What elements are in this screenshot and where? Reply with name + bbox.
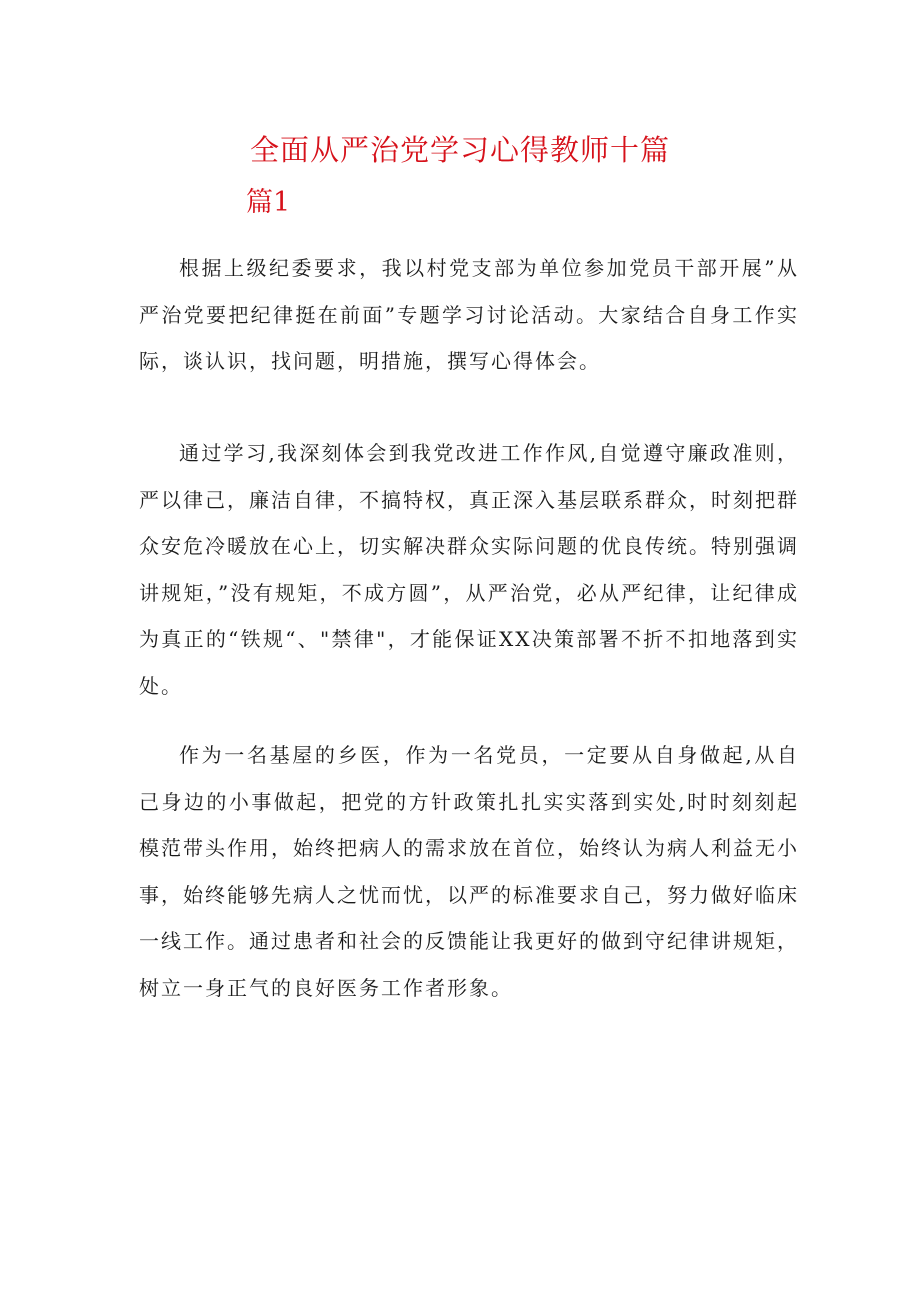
document-title: 全面从严治党学习心得教师十篇 bbox=[249, 133, 670, 167]
section-heading: 篇1 bbox=[246, 187, 291, 218]
paragraph-3: 作为一名基屋的乡医，作为一名党员，一定要从自身做起,从自己身边的小事做起，把党的方针政策扎扎实实落到实处,时时刻刻起模范带头作用，始终把病人的需求放在首位，始终认为病人利益无小事，始终能够先病人之忧而忧，以严的标准要求自己，努力做好临床一线工作。通过患者和社会的反馈能让我更好的做到守纪律讲规矩，树立一身正气的良好医务工作者形象。 bbox=[139, 743, 799, 1000]
paragraph-2: 通过学习,我深刻体会到我党改进工作作风,自觉遵守廉政准则，严以律己，廉洁自律，不搞特权，真正深入基层联系群众，时刻把群众安危冷暖放在心上，切实解决群众实际问题的优良传统。特别强调讲规矩，”没有规矩，不成方圆”，从严治党，必从严纪律，让纪律成为真正的“铁规“、"禁律"，才能保证XX决策部署不折不扣地落到实处。 bbox=[139, 441, 799, 698]
paragraph-1: 根据上级纪委要求，我以村党支部为单位参加党员干部开展”从严治党要把纪律挺在前面”专题学习讨论活动。大家结合自身工作实际，谈认识，找问题，明措施，撰写心得体会。 bbox=[139, 256, 799, 373]
